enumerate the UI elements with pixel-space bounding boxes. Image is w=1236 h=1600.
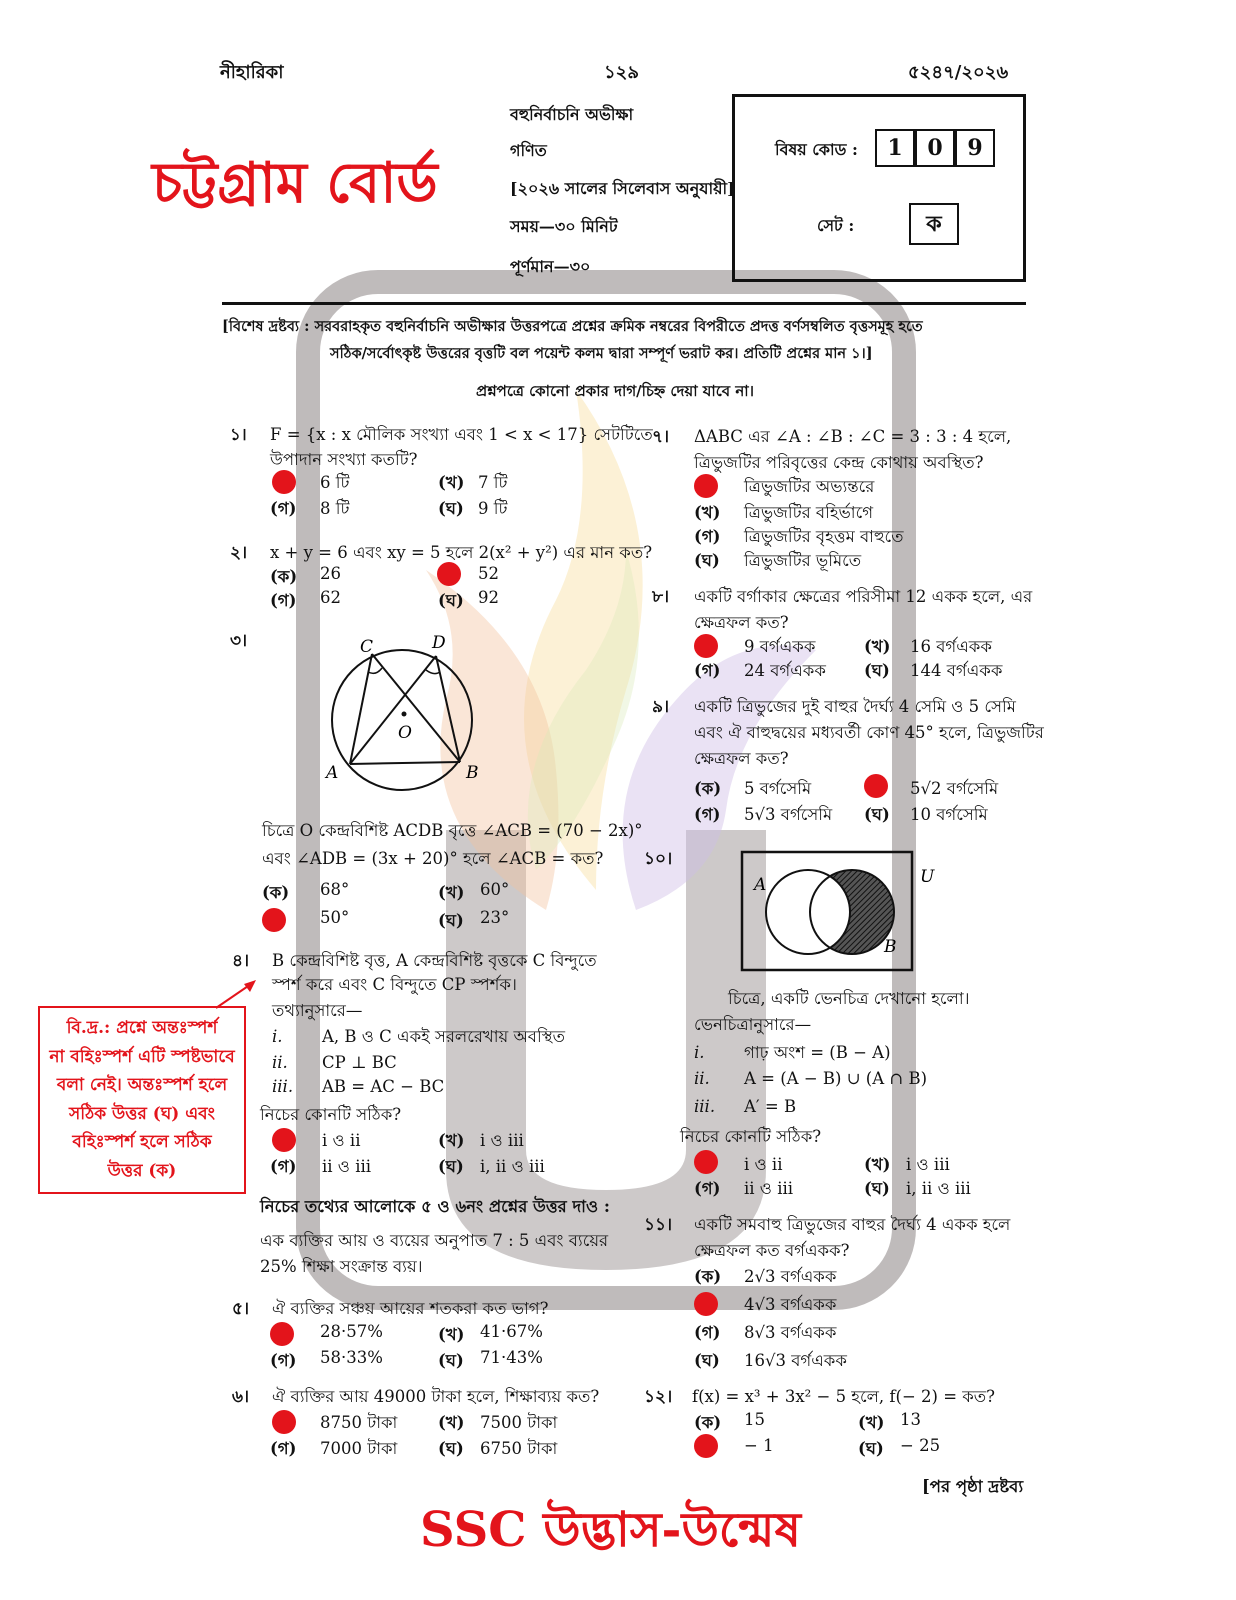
statement-iii: AB = AC − BC <box>322 1077 445 1096</box>
callout-line: বি.দ্র.: প্রশ্নে অন্তঃস্পর্শ <box>66 1018 218 1038</box>
answer-marker <box>270 1322 294 1346</box>
question-text: ΔABC এর ∠A : ∠B : ∠C = 3 : 3 : 4 হলে, <box>694 427 1012 446</box>
subject-code-digits <box>875 129 995 167</box>
option-c: ত্রিভুজটির বৃহত্তম বাহুতে <box>744 527 904 546</box>
question-text: তথ্যানুসারে— <box>272 1001 363 1020</box>
answer-marker <box>272 1410 296 1434</box>
option-a: i ও ii <box>322 1131 361 1150</box>
option-b: 52 <box>478 564 499 583</box>
question-text: একটি বর্গাকার ক্ষেত্রের পরিসীমা 12 একক হলে, এর <box>694 587 1033 606</box>
option-d: 6750 টাকা <box>480 1439 558 1458</box>
option-c: 8 টি <box>320 499 350 518</box>
header-rule <box>222 302 1026 305</box>
option-b: 7 টি <box>478 473 508 492</box>
question-text: এবং ∠ADB = (3x + 20)° হলে ∠ACB = কত? <box>262 849 604 868</box>
set-label-a: A <box>754 875 767 895</box>
next-page-note: [পর পৃষ্ঠা দ্রষ্টব্য <box>922 1477 1024 1496</box>
option-d: ত্রিভুজটির ভূমিতে <box>744 551 862 570</box>
question-number: ১২। <box>644 1387 673 1407</box>
set-label-b: B <box>884 937 897 957</box>
option-tag: (ঘ) <box>864 661 890 680</box>
point-label-c: C <box>360 637 374 657</box>
question-text: এবং ঐ বাহুদ্বয়ের মধ্যবর্তী কোণ 45° হলে, ত্রিভুজটির <box>694 723 1044 742</box>
option-tag: (গ) <box>694 805 721 824</box>
option-c: 62 <box>320 588 341 607</box>
statement-ii: CP ⊥ BC <box>322 1053 397 1072</box>
question-text: চিত্রে O কেন্দ্রবিশিষ্ট ACDB বৃত্তে ∠ACB = (70 − 2x)° <box>262 821 643 840</box>
instruction-line-3: প্রশ্নপত্রে কোনো প্রকার দাগ/চিহ্ন দেয়া যাবে না। <box>476 382 755 400</box>
option-d: 144 বর্গএকক <box>910 661 1003 680</box>
option-b: i ও iii <box>480 1131 524 1150</box>
option-b: i ও iii <box>906 1155 950 1174</box>
code-digit: 0 <box>915 129 955 167</box>
question-number: ৯। <box>652 697 670 717</box>
option-tag: (ঘ) <box>438 591 464 610</box>
option-tag: (ঘ) <box>438 1351 464 1370</box>
question-text: উপাদান সংখ্যা কতটি? <box>270 450 418 469</box>
option-c: 50° <box>320 908 350 927</box>
statement-tag: i. <box>694 1043 705 1062</box>
statement-ii: A = (A − B) ∪ (A ∩ B) <box>744 1069 928 1088</box>
option-tag: (ক) <box>270 567 298 586</box>
option-d: 71·43% <box>480 1348 543 1367</box>
option-a: 28·57% <box>320 1322 383 1341</box>
instruction-line-1: [বিশেষ দ্রষ্টব্য : সরবরাহকৃত বহুনির্বাচনি অভীক্ষার উত্তরপত্রে প্রশ্নের ক্রমিক নম্বরের বিপরীতে প্রদত্ত বর্ণসম্বলিত বৃত্তসমূহ হতে <box>222 318 923 335</box>
answer-marker <box>272 470 296 494</box>
option-tag: (খ) <box>438 1413 465 1432</box>
option-tag: (ঘ) <box>438 911 464 930</box>
option-tag: (গ) <box>694 1323 721 1342</box>
question-text: ক্ষেত্রফল কত? <box>694 613 789 632</box>
option-tag: (খ) <box>858 1413 885 1432</box>
option-tag: (ক) <box>694 1267 722 1286</box>
exam-type: বহুনির্বাচনি অভীক্ষা <box>510 105 634 124</box>
page-number: ১২৯ <box>604 62 640 83</box>
question-number: ৮। <box>652 587 670 607</box>
option-tag: (গ) <box>270 499 297 518</box>
option-b: 16 বর্গএকক <box>910 637 992 656</box>
exam-syllabus: [২০২৬ সালের সিলেবাস অনুযায়ী] <box>510 179 735 198</box>
code-digit: 1 <box>875 129 915 167</box>
statement-tag: ii. <box>272 1053 288 1072</box>
option-tag: (ক) <box>694 1413 722 1432</box>
exam-time: সময়—৩০ মিনিট <box>510 217 618 236</box>
statement-i: A, B ও C একই সরলরেখায় অবস্থিত <box>322 1027 566 1046</box>
answer-marker <box>864 774 888 798</box>
option-a: 8750 টাকা <box>320 1413 398 1432</box>
question-text: ঐ ব্যক্তির সঞ্চয় আয়ের শতকরা কত ভাগ? <box>272 1299 549 1318</box>
option-tag: (ঘ) <box>438 1157 464 1176</box>
option-a: 9 বর্গএকক <box>744 637 816 656</box>
set-value: ক <box>909 203 959 245</box>
option-tag: (ক) <box>262 883 290 902</box>
stem-text: এক ব্যক্তির আয় ও ব্যয়ের অনুপাত 7 : 5 এবং ব্যয়ের <box>260 1231 609 1250</box>
callout-line: বহিঃস্পর্শ হলে সঠিক <box>72 1132 212 1152</box>
circle-figure <box>310 632 510 792</box>
question-number: ৬। <box>232 1387 250 1407</box>
option-a: 6 টি <box>320 473 350 492</box>
statement-tag: ii. <box>694 1069 710 1088</box>
option-a: ত্রিভুজটির অভ্যন্তরে <box>744 477 875 496</box>
callout-line: উত্তর (ক) <box>107 1160 177 1181</box>
question-text: f(x) = x³ + 3x² − 5 হলে, f(− 2) = কত? <box>692 1387 996 1406</box>
option-c: 8√3 বর্গএকক <box>744 1323 837 1342</box>
subject-code-label: বিষয় কোড : <box>775 140 858 159</box>
statement-tag: iii. <box>272 1077 294 1096</box>
option-d: 10 বর্গসেমি <box>910 805 988 824</box>
point-label-d: D <box>432 633 446 653</box>
answer-marker <box>437 562 461 586</box>
option-d: i, ii ও iii <box>906 1179 971 1198</box>
answer-marker <box>272 1128 296 1152</box>
option-b: 60° <box>480 880 510 899</box>
question-text: একটি ত্রিভুজের দুই বাহুর দৈর্ঘ্য 4 সেমি ও 5 সেমি <box>694 697 1016 716</box>
callout-line: না বহিঃস্পর্শ এটি স্পষ্টভাবে <box>49 1046 235 1067</box>
stem-heading: নিচের তথ্যের আলোকে ৫ ও ৬নং প্রশ্নের উত্তর দাও : <box>260 1197 610 1216</box>
answer-marker <box>694 1292 718 1316</box>
option-d: 92 <box>478 588 499 607</box>
option-c: − 1 <box>744 1436 774 1455</box>
option-tag: (ঘ) <box>864 805 890 824</box>
option-tag: (গ) <box>694 1179 721 1198</box>
option-tag: (খ) <box>438 883 465 902</box>
option-b: 41·67% <box>480 1322 543 1341</box>
option-tag: (গ) <box>270 1439 297 1458</box>
question-text: F = {x : x মৌলিক সংখ্যা এবং 1 < x < 17} সেটটিতে <box>270 425 653 444</box>
question-number: ৪। <box>232 951 250 971</box>
question-text: স্পর্শ করে এবং C বিন্দুতে CP স্পর্শক। <box>272 975 517 994</box>
question-number: ৩। <box>230 631 248 651</box>
question-text: একটি সমবাহু ত্রিভুজের বাহুর দৈর্ঘ্য 4 একক হলে <box>694 1215 1011 1234</box>
statement-i: গাঢ় অংশ = (B − A) <box>744 1043 891 1062</box>
option-b: ত্রিভুজটির বহির্ভাগে <box>744 503 874 522</box>
option-tag: (ঘ) <box>694 551 720 570</box>
option-tag: (গ) <box>694 661 721 680</box>
footer-brand: SSC উদ্ভাস-উন্মেষ <box>420 1502 801 1558</box>
option-c: 5√3 বর্গসেমি <box>744 805 833 824</box>
option-tag: (গ) <box>694 527 721 546</box>
instruction-line-2: সঠিক/সর্বোৎকৃষ্ট উত্তরের বৃত্তটি বল পয়েন্ট কলম দ্বারা সম্পূর্ণ ভরাট কর। প্রতিটি প্রশ্নের মান ১।] <box>330 345 873 362</box>
question-text: B কেন্দ্রবিশিষ্ট বৃত্ত, A কেন্দ্রবিশিষ্ট বৃত্তকে C বিন্দুতে <box>272 951 597 970</box>
option-d: 16√3 বর্গএকক <box>744 1351 847 1370</box>
option-tag: (গ) <box>270 1157 297 1176</box>
answer-marker <box>694 1150 718 1174</box>
answer-marker <box>694 1434 718 1458</box>
option-tag: (খ) <box>864 637 891 656</box>
question-number: ৫। <box>232 1299 250 1319</box>
point-label-a: A <box>326 763 339 783</box>
option-tag: (গ) <box>270 1351 297 1370</box>
option-d: − 25 <box>900 1436 941 1455</box>
venn-diagram <box>738 848 938 976</box>
callout-line: সঠিক উত্তর (ঘ) এবং <box>69 1103 215 1124</box>
option-tag: (ঘ) <box>438 1439 464 1458</box>
header-left: নীহারিকা <box>220 62 284 83</box>
callout-line: বলা নেই। অন্তঃস্পর্শ হলে <box>56 1075 228 1095</box>
exam-marks: পূর্ণমান—৩০ <box>510 257 591 276</box>
universal-set-label: U <box>920 867 935 887</box>
option-b: 4√3 বর্গএকক <box>744 1295 837 1314</box>
option-a: 26 <box>320 564 341 583</box>
point-label-o: O <box>398 723 412 743</box>
option-c: 7000 টাকা <box>320 1439 398 1458</box>
option-d: 23° <box>480 908 510 927</box>
code-digit: 9 <box>955 129 995 167</box>
option-b: 7500 টাকা <box>480 1413 558 1432</box>
option-tag: (খ) <box>438 473 465 492</box>
code-box <box>732 94 1026 282</box>
question-number: ২। <box>230 543 248 563</box>
option-b: 5√2 বর্গসেমি <box>910 779 999 798</box>
option-tag: (ঘ) <box>438 499 464 518</box>
note-callout <box>38 1006 246 1194</box>
answer-marker <box>262 908 286 932</box>
board-title: চট্টগ্রাম বোর্ড <box>152 151 438 216</box>
option-tag: (ঘ) <box>858 1439 884 1458</box>
option-a: 5 বর্গসেমি <box>744 779 812 798</box>
statement-tag: i. <box>272 1027 283 1046</box>
option-d: 9 টি <box>478 499 508 518</box>
question-ask: নিচের কোনটি সঠিক? <box>260 1105 402 1124</box>
option-a: 68° <box>320 880 350 899</box>
question-ask: নিচের কোনটি সঠিক? <box>680 1127 822 1146</box>
statement-tag: iii. <box>694 1097 716 1116</box>
question-text: ত্রিভুজটির পরিবৃত্তের কেন্দ্র কোথায় অবস্থিত? <box>694 453 984 472</box>
option-c: ii ও iii <box>744 1179 794 1198</box>
question-number: ১। <box>230 425 247 444</box>
option-a: 2√3 বর্গএকক <box>744 1267 837 1286</box>
question-text: ক্ষেত্রফল কত বর্গএকক? <box>694 1241 850 1260</box>
question-text: ঐ ব্যক্তির আয় 49000 টাকা হলে, শিক্ষাব্যয় কত? <box>272 1387 600 1406</box>
question-number: ১১। <box>644 1215 673 1235</box>
point-label-b: B <box>466 763 479 783</box>
option-a: i ও ii <box>744 1155 783 1174</box>
option-d: i, ii ও iii <box>480 1157 545 1176</box>
exam-subject: গণিত <box>510 141 547 160</box>
statement-iii: A′ = B <box>744 1097 797 1116</box>
option-tag: (ক) <box>694 779 722 798</box>
option-c: ii ও iii <box>322 1157 372 1176</box>
question-text: ক্ষেত্রফল কত? <box>694 749 789 768</box>
header-code: ৫২৪৭/২০২৬ <box>908 62 1009 83</box>
answer-marker <box>694 634 718 658</box>
option-c: 24 বর্গএকক <box>744 661 826 680</box>
stem-text: 25% শিক্ষা সংক্রান্ত ব্যয়। <box>260 1257 423 1276</box>
answer-marker <box>694 474 718 498</box>
question-number: ৭। <box>652 427 670 447</box>
question-text: x + y = 6 এবং xy = 5 হলে 2(x² + y²) এর মান কত? <box>270 543 653 562</box>
option-b: 13 <box>900 1410 921 1429</box>
option-tag: (খ) <box>864 1155 891 1174</box>
question-text: চিত্রে, একটি ভেনচিত্র দেখানো হলো। <box>728 989 970 1008</box>
question-number: ১০। <box>644 849 673 869</box>
option-tag: (খ) <box>438 1325 465 1344</box>
question-text: ভেনচিত্রানুসারে— <box>694 1015 812 1034</box>
option-c: 58·33% <box>320 1348 383 1367</box>
option-tag: (খ) <box>694 503 721 522</box>
option-tag: (ঘ) <box>694 1351 720 1370</box>
set-label: সেট : <box>817 216 855 235</box>
option-tag: (গ) <box>270 591 297 610</box>
option-tag: (ঘ) <box>864 1179 890 1198</box>
option-a: 15 <box>744 1410 765 1429</box>
option-tag: (খ) <box>438 1131 465 1150</box>
